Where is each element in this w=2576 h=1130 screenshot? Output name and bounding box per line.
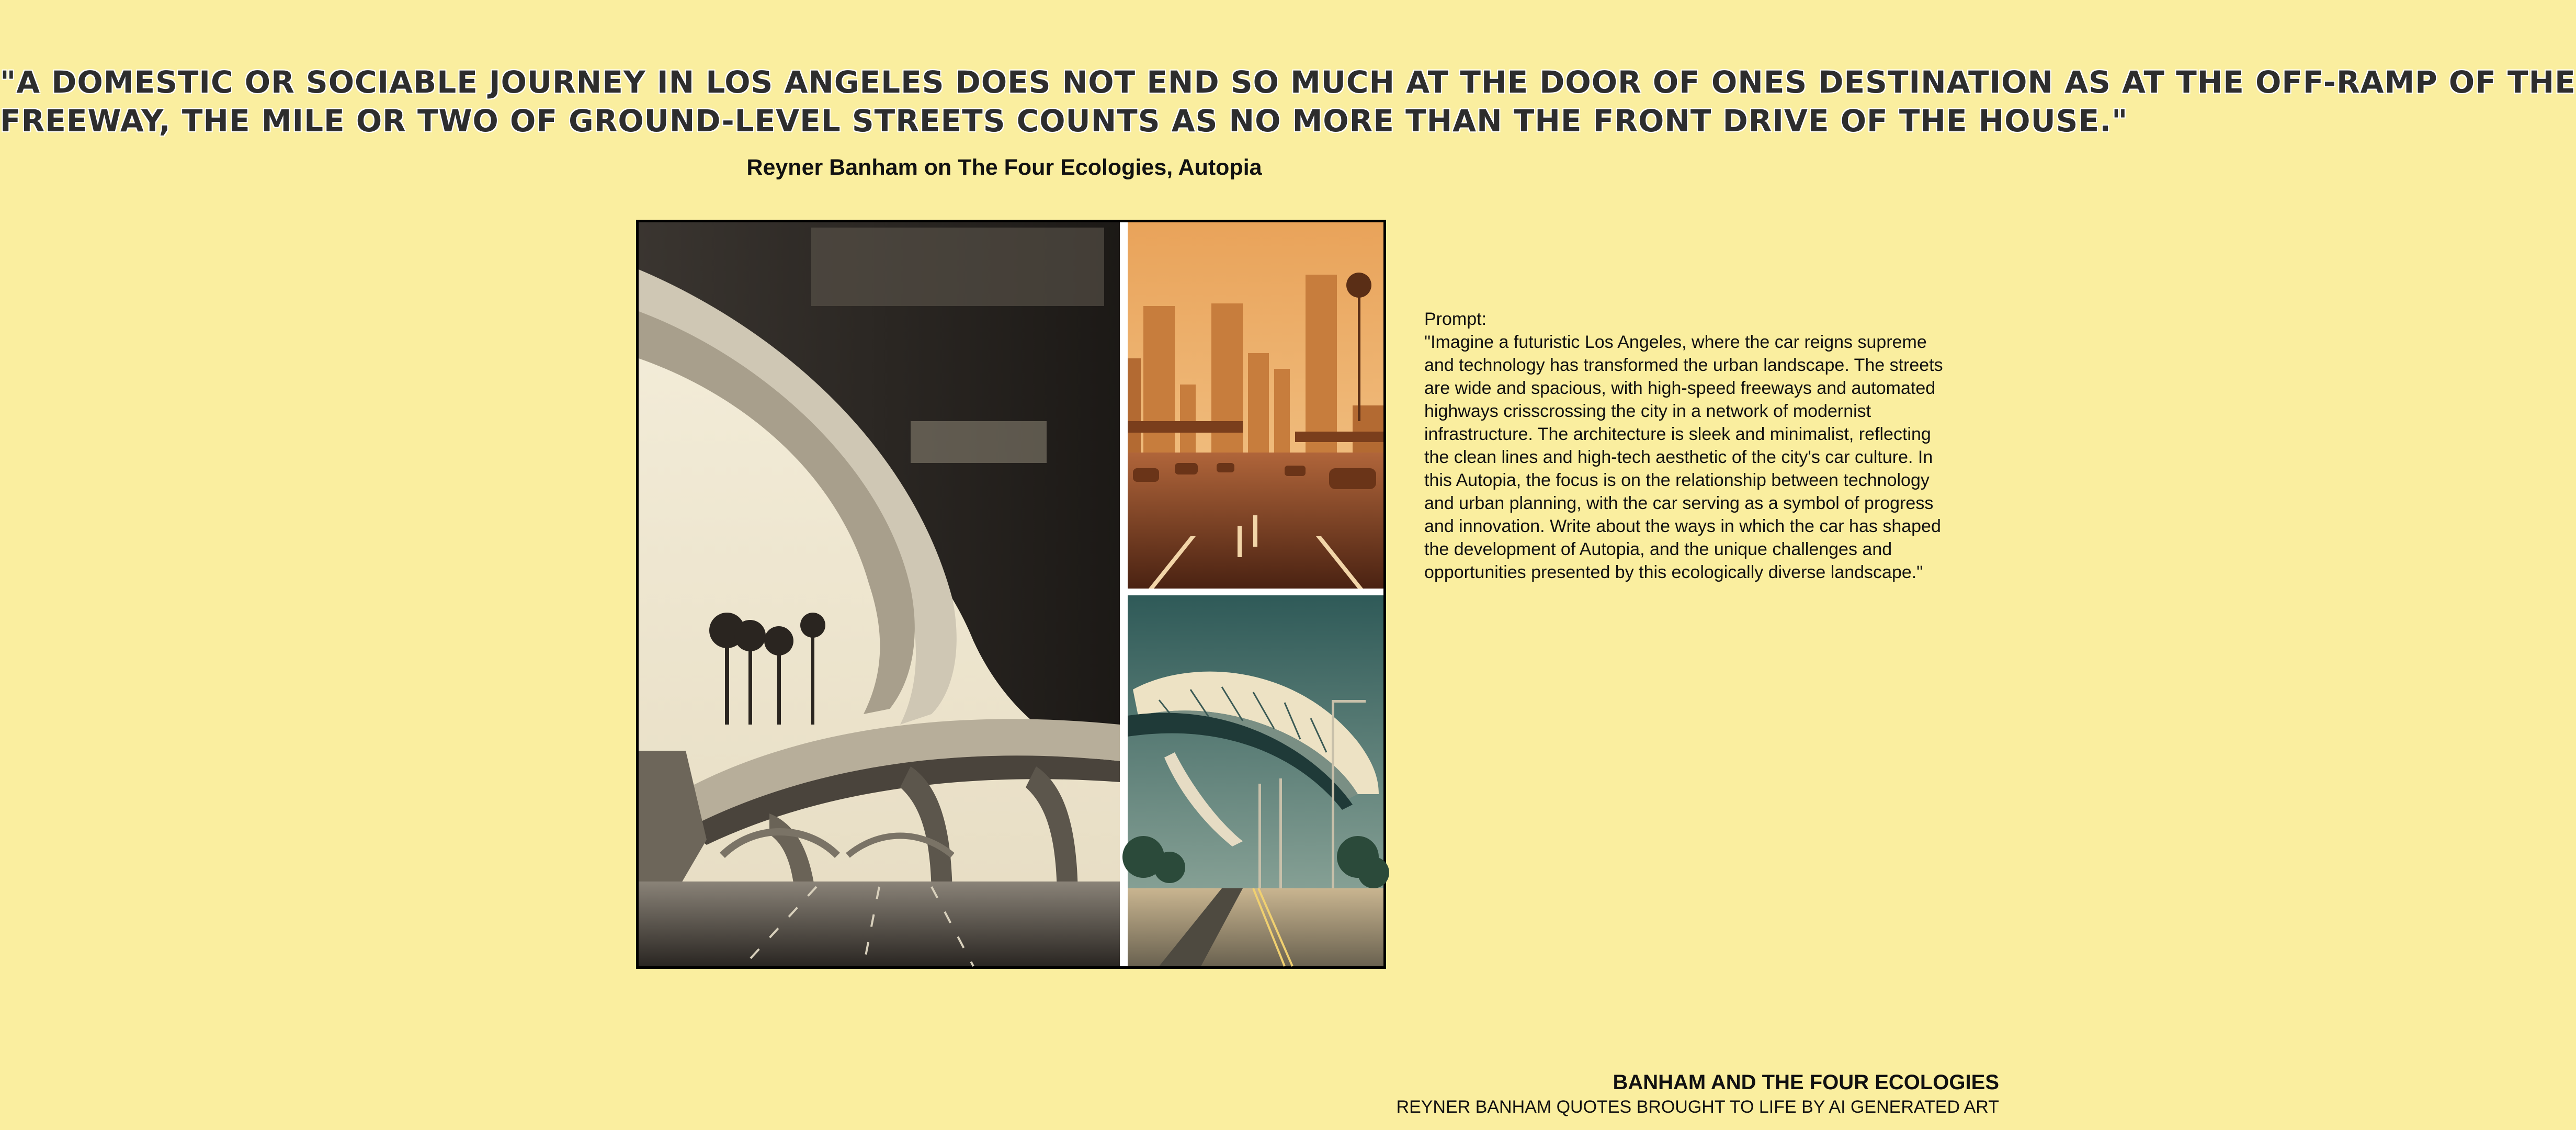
ai-art-collage [636,220,1386,969]
collage-divider-horizontal [1128,589,1383,595]
footer-subtitle: REYNER BANHAM QUOTES BROUGHT TO LIFE BY AI GENERATED ART [1396,1097,1999,1117]
footer [1397,1069,1999,1118]
prompt-text: "Imagine a futuristic Los Angeles, where the car reigns supreme and technology has transformed the urban landscape. The streets are wide and spacious, with high-speed freeways and automated highways crisscrossing the city in a network of modernist infrastructure. The architecture is sleek and minimalist, reflecting the clean lines and high-tech aesthetic of the city's car culture. In this Autopia, the focus is on the relationship between technology and urban planning, with the car serving as a symbol of progress and innovation. Write about the ways in which the car has shaped the development of Autopia, and the unique challenges and opportunities presented by this ecologically diverse landscape." [1424,332,1943,582]
quote-line-1: "A DOMESTIC OR SOCIABLE JOURNEY IN LOS ANGELES DOES NOT END SO MUCH AT THE DOOR OF ONES DESTINATION AS AT THE OFF-RAMP OF THE [0,64,2576,100]
quote-line-2: FREEWAY, THE MILE OR TWO OF GROUND-LEVEL STREETS COUNTS AS NO MORE THAN THE FRONT DRIVE OF THE HOUSE." [0,103,2128,139]
freeway-interchange-image [639,222,1120,966]
city-freeway-image [1128,222,1383,589]
footer-title: BANHAM AND THE FOUR ECOLOGIES [1613,1071,1999,1094]
futuristic-bridge-image [1128,595,1383,966]
quote-text [0,63,2576,140]
ai-prompt-block [1424,308,1958,584]
quote-attribution: Reyner Banham on The Four Ecologies, Autopia [746,155,1262,180]
prompt-label: Prompt: [1424,309,1487,329]
